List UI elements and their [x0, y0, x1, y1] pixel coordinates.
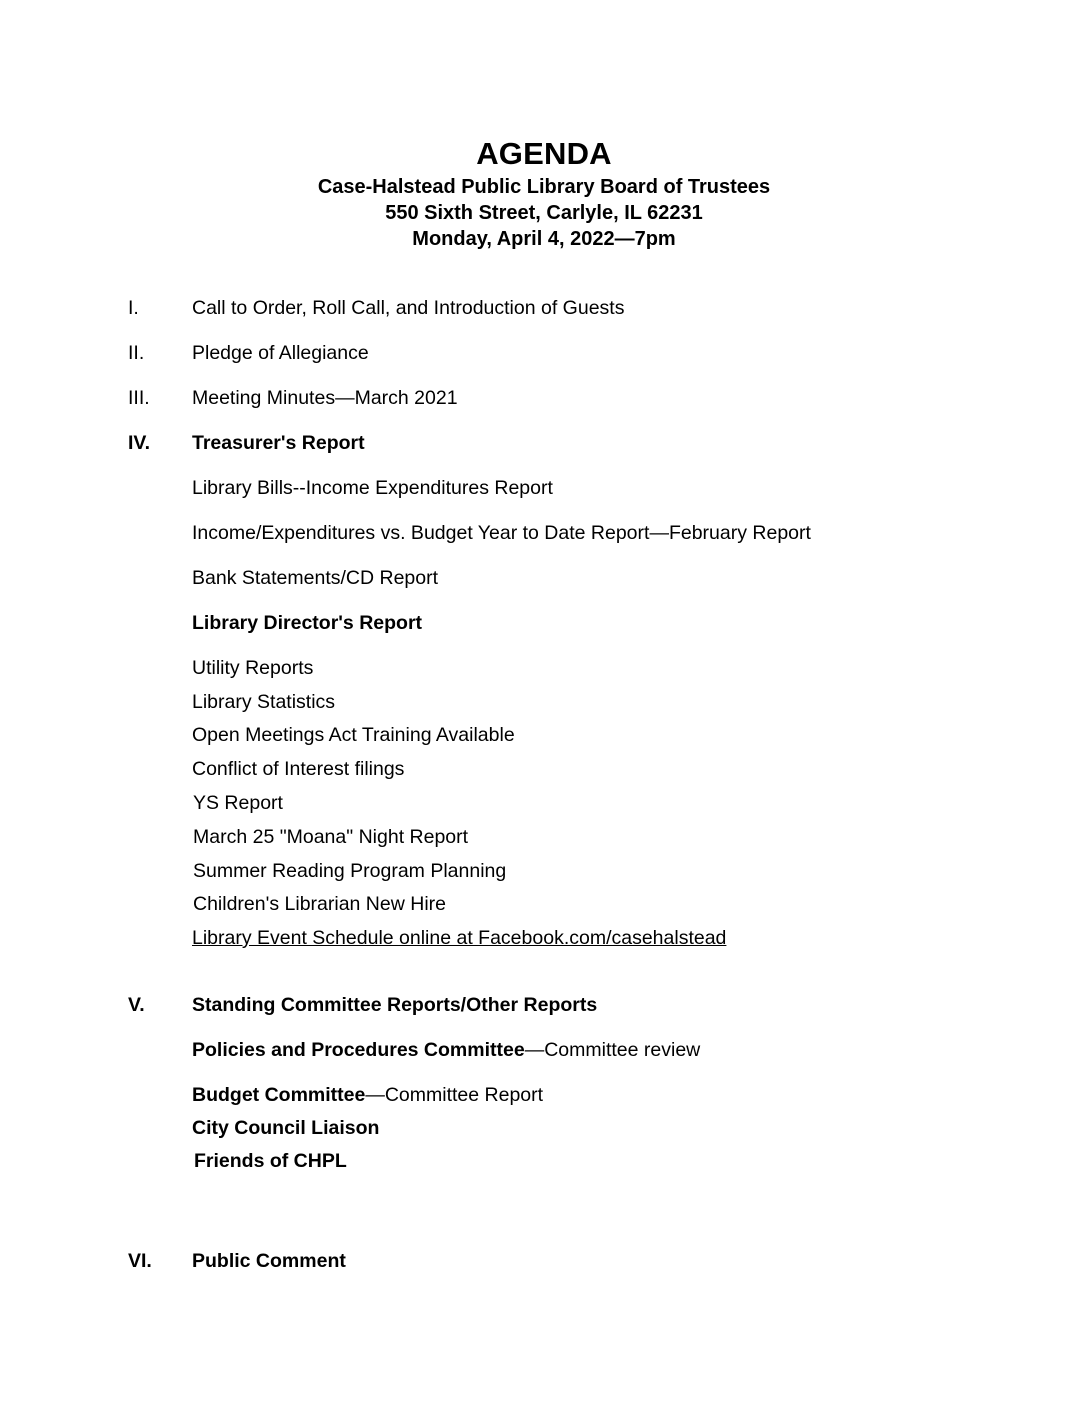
facebook-event-link[interactable]: Library Event Schedule online at Facebook.com/casehalstead [192, 927, 727, 949]
section-number: VI. [128, 1250, 152, 1272]
section-heading-public-comment: Public Comment [192, 1250, 346, 1272]
list-item: Bank Statements/CD Report [192, 567, 439, 589]
list-item: Utility Reports [192, 657, 314, 679]
section-number: I. [128, 297, 139, 319]
committee-item-city-council: City Council Liaison [192, 1117, 380, 1139]
section-heading-treasurers-report: Treasurer's Report [192, 432, 365, 454]
committee-item-friends: Friends of CHPL [194, 1150, 347, 1172]
section-number: V. [128, 994, 145, 1016]
agenda-item-call-to-order: Call to Order, Roll Call, and Introduction of Guests [192, 297, 625, 319]
section-number: IV. [128, 432, 151, 454]
committee-item-budget [192, 1084, 543, 1107]
committee-note: —Committee review [524, 1039, 701, 1061]
page-title: AGENDA [476, 136, 612, 171]
list-item: YS Report [193, 792, 283, 814]
list-item: Children's Librarian New Hire [193, 893, 446, 915]
list-item: Summer Reading Program Planning [193, 860, 507, 882]
section-number: III. [128, 387, 150, 409]
meeting-date: Monday, April 4, 2022—7pm [412, 228, 676, 250]
agenda-item-minutes: Meeting Minutes—March 2021 [192, 387, 458, 409]
subheading-directors-report: Library Director's Report [192, 612, 423, 634]
section-heading-committee-reports: Standing Committee Reports/Other Reports [192, 994, 598, 1016]
agenda-item-pledge: Pledge of Allegiance [192, 342, 369, 364]
committee-name: Budget Committee [192, 1084, 366, 1106]
committee-name: Policies and Procedures Committee [192, 1039, 525, 1061]
section-number: II. [128, 342, 145, 364]
list-item: Library Statistics [192, 691, 336, 713]
organization-name: Case-Halstead Public Library Board of Trustees [317, 176, 771, 198]
list-item: Conflict of Interest filings [192, 758, 405, 780]
address: 550 Sixth Street, Carlyle, IL 62231 [385, 202, 703, 224]
list-item: Library Bills--Income Expenditures Report [192, 477, 553, 499]
list-item: March 25 "Moana" Night Report [193, 826, 469, 848]
list-item: Open Meetings Act Training Available [192, 724, 515, 746]
committee-note: —Committee Report [365, 1084, 544, 1106]
committee-item-policies [192, 1039, 700, 1062]
list-item: Income/Expenditures vs. Budget Year to Date Report—February Report [192, 522, 811, 544]
